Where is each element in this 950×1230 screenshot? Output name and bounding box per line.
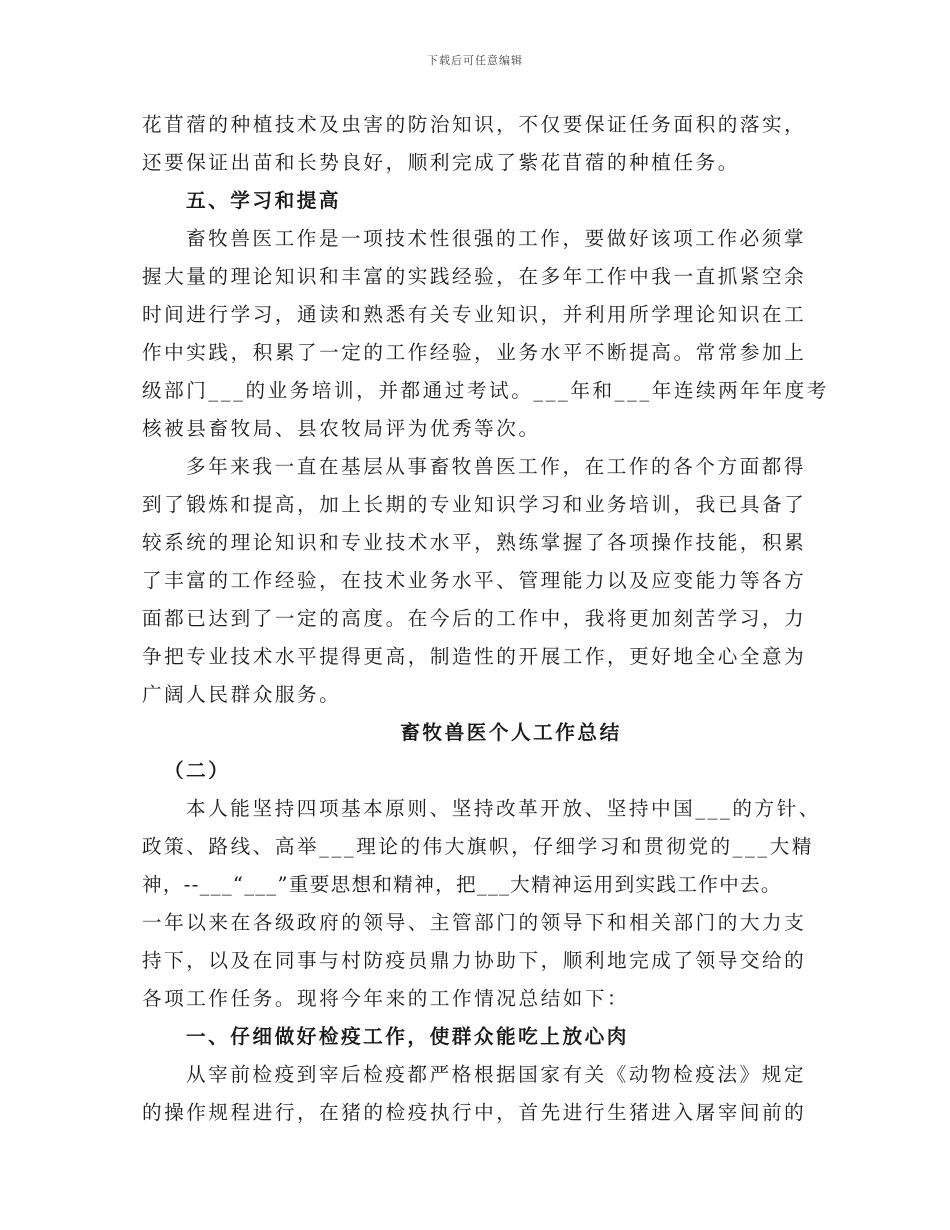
- text-line: 了丰富的工作经验，在技术业务水平、管理能力以及应变能力等各方: [142, 569, 807, 592]
- text-line: 面都已达到了一定的高度。在今后的工作中，我将更加刻苦学习，力: [142, 607, 807, 630]
- paragraph-first-line: 多年来我一直在基层从事畜牧兽医工作，在工作的各个方面都得: [186, 455, 807, 478]
- text-line: 神，--___“___”重要思想和精神，把___大精神运用到实践工作中去。: [142, 873, 782, 896]
- text-line: 作中实践，积累了一定的工作经验，业务水平不断提高。常常参加上: [142, 341, 807, 364]
- paragraph-first-line: 畜牧兽医工作是一项技术性很强的工作，要做好该项工作必须掌: [186, 227, 807, 250]
- document-title: 畜牧兽医个人工作总结: [400, 721, 622, 744]
- text-line: 到了锻炼和提高，加上长期的专业知识学习和业务培训，我已具备了: [142, 493, 807, 516]
- text-line: 争把专业技术水平提得更高，制造性的开展工作，更好地全心全意为: [142, 645, 807, 668]
- text-line: 核被县畜牧局、县农牧局评为优秀等次。: [142, 417, 541, 440]
- text-line: 还要保证出苗和长势良好，顺利完成了紫花苜蓿的种植任务。: [142, 151, 740, 174]
- section-number: （二）: [164, 759, 231, 782]
- text-line: 级部门___的业务培训，并都通过考试。___年和___年连续两年年度考: [142, 379, 829, 402]
- section-heading: 五、学习和提高: [186, 189, 342, 212]
- text-line: 的操作规程进行，在猪的检疫执行中，首先进行生猪进入屠宰间前的: [142, 1101, 807, 1124]
- text-line: 时间进行学习，通读和熟悉有关专业知识，并利用所学理论知识在工: [142, 303, 807, 326]
- text-line: 握大量的理论知识和丰富的实践经验，在多年工作中我一直抓紧空余: [142, 265, 807, 288]
- document-body: [142, 106, 829, 1132]
- page-header-note: 下载后可任意编辑: [427, 54, 523, 67]
- paragraph-first-line: 从宰前检疫到宰后检疫都严格根据国家有关《动物检疫法》规定: [186, 1063, 807, 1086]
- text-line: 持下，以及在同事与村防疫员鼎力协助下，顺利地完成了领导交给的: [142, 949, 807, 972]
- text-line: 政策、路线、高举___理论的伟大旗帜，仔细学习和贯彻党的___大精: [142, 835, 814, 858]
- text-line: 广阔人民群众服务。: [142, 683, 342, 706]
- text-line: 各项工作任务。现将今年来的工作情况总结如下：: [142, 987, 630, 1010]
- text-line: 一年以来在各级政府的领导、主管部门的领导下和相关部门的大力支: [142, 911, 807, 934]
- text-line: 较系统的理论知识和专业技术水平，熟练掌握了各项操作技能，积累: [142, 531, 807, 554]
- paragraph-first-line: 本人能坚持四项基本原则、坚持改革开放、坚持中国___的方针、: [186, 797, 821, 820]
- text-line: 花苜蓿的种植技术及虫害的防治知识，不仅要保证任务面积的落实，: [142, 113, 807, 136]
- section-heading: 一、仔细做好检疫工作，使群众能吃上放心肉: [186, 1025, 629, 1048]
